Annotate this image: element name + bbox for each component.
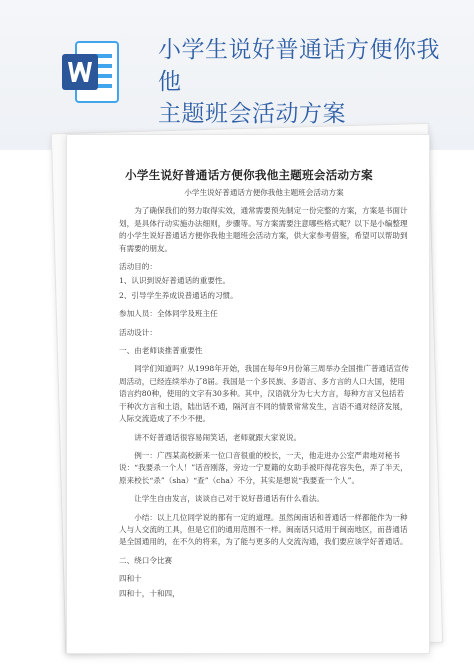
document-subtitle: 小学生说好普通话方便你我他主题班会活动方案 [184,188,344,197]
list-item-1: 四和十 [119,574,142,584]
header-title-line2: 主题班会活动方案 [158,101,346,127]
header-title-line1: 小学生说好普通话方便你我他 [158,37,440,95]
body-paragraph-3: 例一：广西某高校新来一位口音很重的校长，一天，他走进办公室严肃地对秘书说：“我要杀一个人！”话音刚落，旁边一宁夏籍的女助手被吓得花容失色，弄了半天，原来校长“杀”（sha）“查”（cha）不分，其实是想说“我要查一个人”。 [119,450,408,485]
document-page [66,134,430,654]
design-heading: 活动设计： [119,327,157,337]
body-paragraph-2: 讲不好普通话很容易闹笑话，老师就跟大家说说。 [134,432,302,442]
participants-line: 参加人员：全体同学及班主任 [119,309,218,319]
header-title [158,34,458,130]
word-document-icon [62,40,120,104]
body-paragraph-4: 让学生自由发言，谈谈自己对于说好普通话有什么看法。 [134,494,325,504]
document-body [119,187,409,606]
document-title: 小学生说好普通话方便你我他主题班会活动方案 [125,168,373,182]
body-paragraph-1: 同学们知道吗？从1998年开始，我国在每年9月份第三周举办全国推广普通话宣传周活动，已经连续举办了8届。我国是一个多民族、多语言、多方言的人口大国，使用语言约80种，使用的文字有30多种。其中，汉语就分为七大方言，每种方言又包括若干种次方言和土语，陆出话不通，隔河言不同的情景常常发生，言语不通对经济发展，人际交流造成了不少不便。 [119,364,409,424]
goal-item-1: 1、认识到说好普通话的重要性。 [119,276,231,286]
goal-heading: 活动目的： [119,262,157,272]
goal-item-2: 2、引导学生养成说普通话的习惯。 [119,290,238,300]
section-heading-2: 二、绕口令比赛 [119,555,173,565]
section-heading-1: 一、由老师谈推普重要性 [119,346,203,356]
body-paragraph-5: 小结：以上几位同学说的都有一定的道理。虽然闽南话和普通话一样都能作为一种人与人交流的工具，但是它们的通用范围不一样。闽南话只适用于闽南地区，而普通话是全国通用的，在不久的将来，为了能与更多的人交流沟通，我们要应该学好普通话。 [119,512,408,547]
intro-paragraph: 为了确保我们的努力取得实效，通常需要预先制定一份完整的方案，方案是书面计划，是具体行动实施办法细则，步骤等。写方案需要注意哪些格式呢？以下是小编整理的小学生说好普通话方便你我他主题班会活动方案，供大家参考借鉴，希望可以帮助到有需要的朋友。 [119,206,408,253]
list-item-2: 四和十，十和四， [119,588,180,598]
